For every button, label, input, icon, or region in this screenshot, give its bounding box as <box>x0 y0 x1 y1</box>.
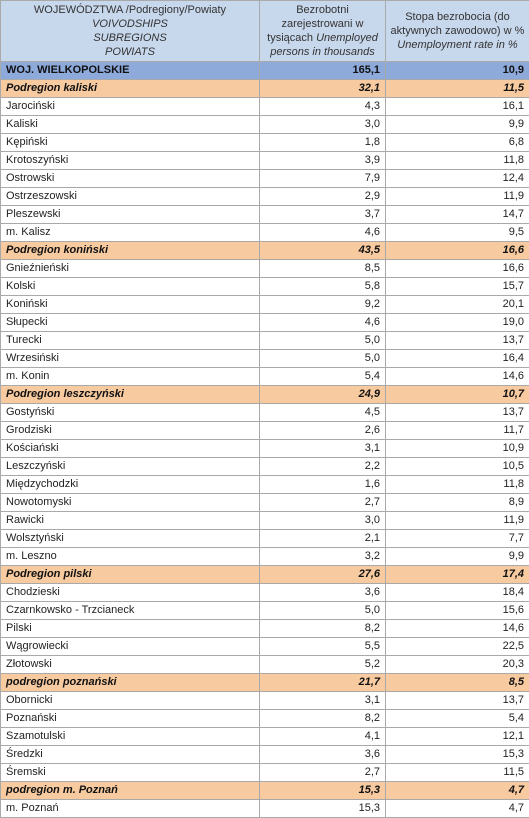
rate-cell: 11,9 <box>386 188 529 206</box>
subregion-row <box>1 566 529 584</box>
region-name-cell: Leszczyński <box>1 458 260 476</box>
rate-cell: 7,7 <box>386 530 529 548</box>
unemployed-cell: 2,7 <box>260 494 386 512</box>
table-row <box>1 728 529 746</box>
unemployed-cell: 32,1 <box>260 80 386 98</box>
table-row <box>1 638 529 656</box>
unemployed-cell: 2,6 <box>260 422 386 440</box>
region-name-cell: Koniński <box>1 296 260 314</box>
unemployed-cell: 2,7 <box>260 764 386 782</box>
unemployed-cell: 1,6 <box>260 476 386 494</box>
unemployed-cell: 4,5 <box>260 404 386 422</box>
rate-cell: 17,4 <box>386 566 529 584</box>
unemployed-cell: 5,2 <box>260 656 386 674</box>
region-name-cell: Podregion koniński <box>1 242 260 260</box>
table-row <box>1 476 529 494</box>
rate-cell: 16,6 <box>386 260 529 278</box>
rate-cell: 9,5 <box>386 224 529 242</box>
unemployed-cell: 3,6 <box>260 746 386 764</box>
region-name-cell: Obornicki <box>1 692 260 710</box>
table-row <box>1 404 529 422</box>
region-name-cell: m. Konin <box>1 368 260 386</box>
region-name-cell: podregion m. Poznań <box>1 782 260 800</box>
table-row <box>1 692 529 710</box>
rate-cell: 12,1 <box>386 728 529 746</box>
header-region-en-c: POWIATS <box>105 46 155 58</box>
region-name-cell: Kaliski <box>1 116 260 134</box>
unemployed-cell: 3,9 <box>260 152 386 170</box>
header-rate-pl: Stopa bezrobocia (do aktywnych zawodowo) w % <box>391 11 525 37</box>
region-name-cell: Jarociński <box>1 98 260 116</box>
rate-cell: 15,7 <box>386 278 529 296</box>
region-name-cell: Słupecki <box>1 314 260 332</box>
table-row <box>1 98 529 116</box>
region-name-cell: Złotowski <box>1 656 260 674</box>
table-row <box>1 530 529 548</box>
header-unemployed-en: Unemployed persons in thousands <box>270 32 378 58</box>
rate-cell: 22,5 <box>386 638 529 656</box>
unemployed-cell: 4,6 <box>260 224 386 242</box>
unemployed-cell: 9,2 <box>260 296 386 314</box>
table-row <box>1 440 529 458</box>
rate-cell: 4,7 <box>386 782 529 800</box>
unemployed-cell: 8,2 <box>260 620 386 638</box>
voivodship-row <box>1 62 529 80</box>
region-name-cell: Rawicki <box>1 512 260 530</box>
region-name-cell: Turecki <box>1 332 260 350</box>
rate-cell: 10,9 <box>386 62 529 80</box>
region-name-cell: Pleszewski <box>1 206 260 224</box>
rate-cell: 13,7 <box>386 404 529 422</box>
subregion-row <box>1 80 529 98</box>
rate-cell: 16,1 <box>386 98 529 116</box>
rate-cell: 11,5 <box>386 764 529 782</box>
region-name-cell: m. Leszno <box>1 548 260 566</box>
region-name-cell: Wągrowiecki <box>1 638 260 656</box>
unemployed-cell: 165,1 <box>260 62 386 80</box>
region-name-cell: Grodziski <box>1 422 260 440</box>
rate-cell: 15,3 <box>386 746 529 764</box>
rate-cell: 13,7 <box>386 692 529 710</box>
unemployed-cell: 4,3 <box>260 98 386 116</box>
table-row <box>1 224 529 242</box>
unemployed-cell: 8,5 <box>260 260 386 278</box>
unemployed-cell: 5,4 <box>260 368 386 386</box>
table-row <box>1 602 529 620</box>
header-unemployed <box>260 1 386 62</box>
header-region-en-a: VOIVODSHIPS <box>92 18 168 30</box>
unemployed-cell: 4,1 <box>260 728 386 746</box>
region-name-cell: Średzki <box>1 746 260 764</box>
region-name-cell: Nowotomyski <box>1 494 260 512</box>
unemployed-cell: 43,5 <box>260 242 386 260</box>
rate-cell: 4,7 <box>386 800 529 818</box>
table-row <box>1 350 529 368</box>
region-name-cell: WOJ. WIELKOPOLSKIE <box>1 62 260 80</box>
region-name-cell: Kolski <box>1 278 260 296</box>
unemployed-cell: 5,0 <box>260 350 386 368</box>
rate-cell: 8,5 <box>386 674 529 692</box>
unemployed-cell: 5,8 <box>260 278 386 296</box>
table-row <box>1 296 529 314</box>
header-region-en-b: SUBREGIONS <box>93 32 166 44</box>
unemployed-cell: 3,7 <box>260 206 386 224</box>
table-row <box>1 206 529 224</box>
unemployed-cell: 27,6 <box>260 566 386 584</box>
unemployed-cell: 7,9 <box>260 170 386 188</box>
unemployed-cell: 3,1 <box>260 692 386 710</box>
region-name-cell: Kępiński <box>1 134 260 152</box>
unemployed-cell: 3,0 <box>260 512 386 530</box>
rate-cell: 5,4 <box>386 710 529 728</box>
header-rate <box>386 1 529 62</box>
unemployed-cell: 5,0 <box>260 332 386 350</box>
table-row <box>1 458 529 476</box>
region-name-cell: Podregion leszczyński <box>1 386 260 404</box>
region-name-cell: Ostrowski <box>1 170 260 188</box>
rate-cell: 10,9 <box>386 440 529 458</box>
table-row <box>1 620 529 638</box>
rate-cell: 18,4 <box>386 584 529 602</box>
unemployed-cell: 24,9 <box>260 386 386 404</box>
rate-cell: 20,1 <box>386 296 529 314</box>
subregion-row <box>1 782 529 800</box>
table-row <box>1 512 529 530</box>
region-name-cell: Gnieźnieński <box>1 260 260 278</box>
subregion-row <box>1 242 529 260</box>
rate-cell: 10,7 <box>386 386 529 404</box>
rate-cell: 13,7 <box>386 332 529 350</box>
table-row <box>1 422 529 440</box>
table-row <box>1 152 529 170</box>
table-row <box>1 764 529 782</box>
region-name-cell: Czarnkowsko - Trzcianeck <box>1 602 260 620</box>
table-row <box>1 188 529 206</box>
region-name-cell: Międzychodzki <box>1 476 260 494</box>
subregion-row <box>1 674 529 692</box>
rate-cell: 11,8 <box>386 152 529 170</box>
unemployed-cell: 3,2 <box>260 548 386 566</box>
header-region <box>1 1 260 62</box>
unemployed-cell: 3,0 <box>260 116 386 134</box>
region-name-cell: Śremski <box>1 764 260 782</box>
rate-cell: 19,0 <box>386 314 529 332</box>
header-unemployed-pl: Bezrobotni zarejestrowani w tysiącach <box>267 4 363 44</box>
region-name-cell: Poznański <box>1 710 260 728</box>
region-name-cell: Podregion pilski <box>1 566 260 584</box>
header-rate-en: Unemployment rate in % <box>397 39 517 51</box>
rate-cell: 20,3 <box>386 656 529 674</box>
unemployed-cell: 8,2 <box>260 710 386 728</box>
table-row <box>1 494 529 512</box>
table-header <box>1 1 529 62</box>
unemployed-cell: 4,6 <box>260 314 386 332</box>
region-name-cell: m. Kalisz <box>1 224 260 242</box>
unemployed-cell: 5,5 <box>260 638 386 656</box>
unemployed-cell: 2,2 <box>260 458 386 476</box>
region-name-cell: m. Poznań <box>1 800 260 818</box>
unemployed-cell: 21,7 <box>260 674 386 692</box>
region-name-cell: Wolsztyński <box>1 530 260 548</box>
rate-cell: 12,4 <box>386 170 529 188</box>
table-row <box>1 134 529 152</box>
rate-cell: 11,5 <box>386 80 529 98</box>
table-row <box>1 800 529 818</box>
rate-cell: 6,8 <box>386 134 529 152</box>
rate-cell: 15,6 <box>386 602 529 620</box>
table-row <box>1 548 529 566</box>
table-row <box>1 170 529 188</box>
rate-cell: 14,6 <box>386 620 529 638</box>
table-row <box>1 656 529 674</box>
rate-cell: 14,6 <box>386 368 529 386</box>
region-name-cell: podregion poznański <box>1 674 260 692</box>
table-row <box>1 368 529 386</box>
unemployed-cell: 1,8 <box>260 134 386 152</box>
rate-cell: 11,9 <box>386 512 529 530</box>
unemployed-cell: 5,0 <box>260 602 386 620</box>
region-name-cell: Podregion kaliski <box>1 80 260 98</box>
region-name-cell: Ostrzeszowski <box>1 188 260 206</box>
rate-cell: 14,7 <box>386 206 529 224</box>
table-body <box>1 62 529 818</box>
rate-cell: 16,6 <box>386 242 529 260</box>
rate-cell: 16,4 <box>386 350 529 368</box>
region-name-cell: Krotoszyński <box>1 152 260 170</box>
region-name-cell: Szamotulski <box>1 728 260 746</box>
region-name-cell: Pilski <box>1 620 260 638</box>
region-name-cell: Wrzesiński <box>1 350 260 368</box>
table-row <box>1 314 529 332</box>
subregion-row <box>1 386 529 404</box>
unemployed-cell: 15,3 <box>260 782 386 800</box>
rate-cell: 9,9 <box>386 116 529 134</box>
unemployed-cell: 2,1 <box>260 530 386 548</box>
table-row <box>1 278 529 296</box>
unemployed-cell: 2,9 <box>260 188 386 206</box>
table-row <box>1 116 529 134</box>
header-region-pl: WOJEWÓDZTWA /Podregiony/Powiaty <box>34 4 226 16</box>
region-name-cell: Kościański <box>1 440 260 458</box>
rate-cell: 11,8 <box>386 476 529 494</box>
rate-cell: 11,7 <box>386 422 529 440</box>
table-row <box>1 332 529 350</box>
rate-cell: 10,5 <box>386 458 529 476</box>
rate-cell: 8,9 <box>386 494 529 512</box>
unemployed-cell: 15,3 <box>260 800 386 818</box>
table-row <box>1 260 529 278</box>
table-row <box>1 710 529 728</box>
region-name-cell: Gostyński <box>1 404 260 422</box>
unemployed-cell: 3,6 <box>260 584 386 602</box>
table-row <box>1 746 529 764</box>
unemployed-cell: 3,1 <box>260 440 386 458</box>
rate-cell: 9,9 <box>386 548 529 566</box>
region-name-cell: Chodzieski <box>1 584 260 602</box>
table-row <box>1 584 529 602</box>
